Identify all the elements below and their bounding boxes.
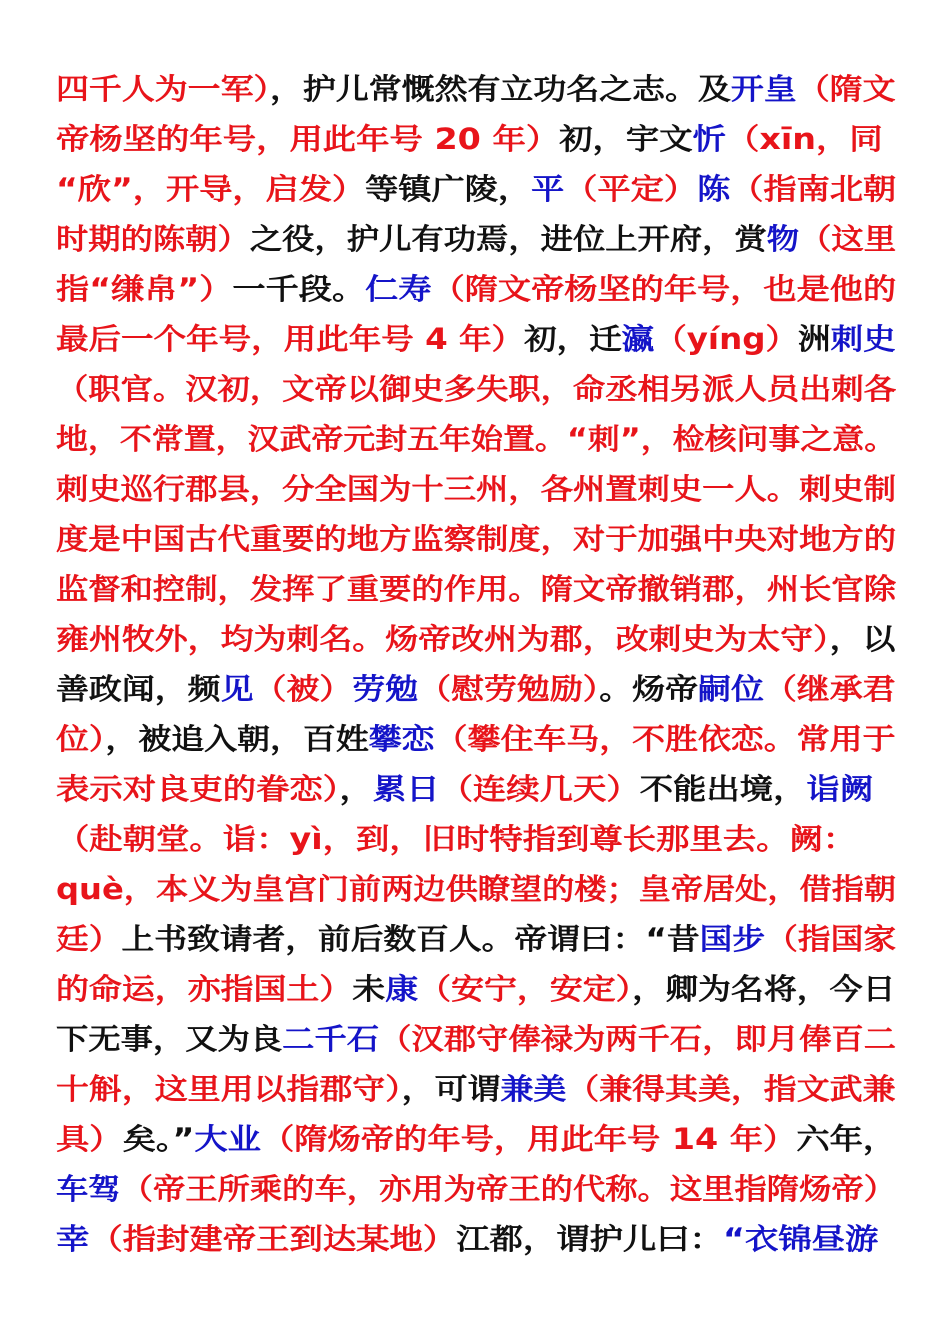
text-line: [56, 164, 896, 214]
text-segment: ，护儿常慨然有立功名之志。及: [269, 72, 731, 106]
text-line: [56, 514, 896, 564]
text-line: [56, 1164, 896, 1214]
text-segment: 累日: [372, 772, 440, 806]
text-segment: （被）: [253, 672, 353, 706]
text-segment: ，被追入朝，百姓: [105, 722, 369, 756]
text-segment: （攀住车马，不胜依恋。常用于: [434, 722, 896, 756]
text-line: [56, 414, 896, 464]
text-segment: （平定）: [564, 172, 698, 206]
text-segment: 国步: [699, 922, 766, 956]
text-segment: 未: [352, 972, 386, 1006]
text-segment: （兼得其美，指文武兼: [566, 1072, 896, 1106]
text-segment: 康: [385, 972, 419, 1006]
text-segment: 之役，护儿有功焉，进位上开府，赏: [249, 222, 767, 256]
text-segment: 四千人为一军）: [56, 72, 270, 106]
text-segment: （汉郡守俸禄为两千石，即月俸百二: [379, 1022, 896, 1056]
text-segment: （帝王所乘的车，亦用为帝王的代称。这里指隋炀帝）: [120, 1172, 896, 1206]
text-line: [56, 1214, 896, 1264]
text-segment: ，以: [829, 622, 896, 656]
text-segment: （赴朝堂。诣：yì，到，旧时特指到尊长那里去。阙：: [56, 822, 857, 856]
text-line: [56, 964, 896, 1014]
text-segment: 初，宇文: [559, 122, 693, 156]
text-segment: 位）: [56, 722, 106, 756]
text-segment: ，: [339, 772, 373, 806]
text-segment: 刺史巡行郡县，分全国为十三州，各州置刺史一人。刺史制: [56, 472, 896, 506]
text-segment: （隋文帝杨坚的年号，也是他的: [431, 272, 896, 306]
text-segment: （继承君: [763, 672, 896, 706]
text-line: [56, 764, 896, 814]
text-line: [56, 314, 896, 364]
text-line: [56, 564, 896, 614]
text-line: [56, 1014, 896, 1064]
text-line: [56, 864, 896, 914]
text-line: [56, 264, 896, 314]
text-segment: 攀恋: [368, 722, 435, 756]
text-segment: （安宁，安定）: [418, 972, 633, 1006]
text-segment: 表示对良吏的眷恋）: [56, 772, 340, 806]
text-segment: （隋炀帝的年号，用此年号 14 年）: [260, 1122, 797, 1156]
text-segment: （这里: [799, 222, 896, 256]
text-line: [56, 364, 896, 414]
text-segment: 洲: [798, 322, 831, 356]
text-line: [56, 914, 896, 964]
text-segment: què，本义为皇宫门前两边供瞭望的楼；皇帝居处，借指朝: [56, 872, 896, 906]
text-segment: 开皇: [730, 72, 797, 106]
text-segment: 幸: [56, 1222, 90, 1256]
text-segment: “欣”，开导，启发）: [56, 172, 366, 206]
text-segment: 的命运，亦指国土）: [56, 972, 353, 1006]
text-segment: 一千段。: [232, 272, 366, 306]
text-segment: （连续几天）: [439, 772, 640, 806]
text-segment: ，可谓: [401, 1072, 501, 1106]
text-segment: 劳勉: [352, 672, 419, 706]
text-segment: 度是中国古代重要的地方监察制度，对于加强中央对地方的: [56, 522, 896, 556]
text-segment: 平: [531, 172, 565, 206]
text-segment: 兼美: [500, 1072, 567, 1106]
text-segment: 善政闻，频: [56, 672, 221, 706]
text-segment: “衣锦昼游: [723, 1222, 879, 1256]
text-segment: 不能出境，: [639, 772, 807, 806]
text-line: [56, 464, 896, 514]
text-segment: 仁寿: [365, 272, 432, 306]
text-segment: （慰劳勉励）: [418, 672, 600, 706]
text-segment: 六年，: [796, 1122, 896, 1156]
text-line: [56, 714, 896, 764]
text-segment: 指“缣帛”）: [56, 272, 233, 306]
text-segment: 嗣位: [698, 672, 764, 706]
document-page: [56, 64, 896, 1264]
text-segment: ，卿为名将，今日: [632, 972, 896, 1006]
text-segment: 刺史: [830, 322, 896, 356]
text-line: [56, 1064, 896, 1114]
text-segment: （xīn，同: [725, 122, 883, 156]
text-segment: 矣。”: [122, 1122, 195, 1156]
text-line: [56, 814, 896, 864]
text-line: [56, 114, 896, 164]
text-segment: 下无事，又为良: [56, 1022, 283, 1056]
text-line: [56, 214, 896, 264]
text-segment: 初，迁: [524, 322, 622, 356]
text-segment: （职官。汉初，文帝以御史多失职，命丞相另派人员出刺各: [56, 372, 896, 406]
text-segment: 时期的陈朝）: [56, 222, 250, 256]
text-segment: 二千石: [282, 1022, 380, 1056]
text-segment: （指国家: [765, 922, 896, 956]
text-segment: （隋文: [796, 72, 896, 106]
text-line: [56, 664, 896, 714]
text-segment: （指封建帝王到达某地）: [89, 1222, 457, 1256]
text-segment: 具）: [56, 1122, 123, 1156]
text-segment: 大业: [194, 1122, 261, 1156]
text-segment: 最后一个年号，用此年号 4 年）: [56, 322, 525, 356]
text-line: [56, 614, 896, 664]
text-segment: 车驾: [56, 1172, 121, 1206]
text-segment: 雍州牧外，均为刺名。炀帝改州为郡，改刺史为太守）: [56, 622, 830, 656]
text-segment: 廷）: [56, 922, 122, 956]
text-segment: （指南北朝: [730, 172, 896, 206]
text-line: [56, 64, 896, 114]
text-segment: 诣阙: [806, 772, 874, 806]
text-segment: 帝杨坚的年号，用此年号 20 年）: [56, 122, 560, 156]
text-segment: 见: [220, 672, 254, 706]
text-segment: 物: [766, 222, 800, 256]
text-segment: 十斛，这里用以指郡守）: [56, 1072, 402, 1106]
text-segment: 地，不常置，汉武帝元封五年始置。“刺”，检核问事之意。: [56, 422, 896, 456]
text-line: [56, 1114, 896, 1164]
text-segment: 等镇广陵，: [365, 172, 532, 206]
text-segment: 忻: [692, 122, 726, 156]
text-segment: （yíng）: [654, 322, 799, 356]
text-segment: 江都，谓护儿曰：: [456, 1222, 724, 1256]
text-segment: 监督和控制，发挥了重要的作用。隋文帝撤销郡，州长官除: [56, 572, 896, 606]
text-segment: 。炀帝: [599, 672, 699, 706]
text-segment: 上书致请者，前后数百人。帝谓曰：“昔: [121, 922, 700, 956]
text-segment: 瀛: [621, 322, 655, 356]
text-segment: 陈: [697, 172, 731, 206]
